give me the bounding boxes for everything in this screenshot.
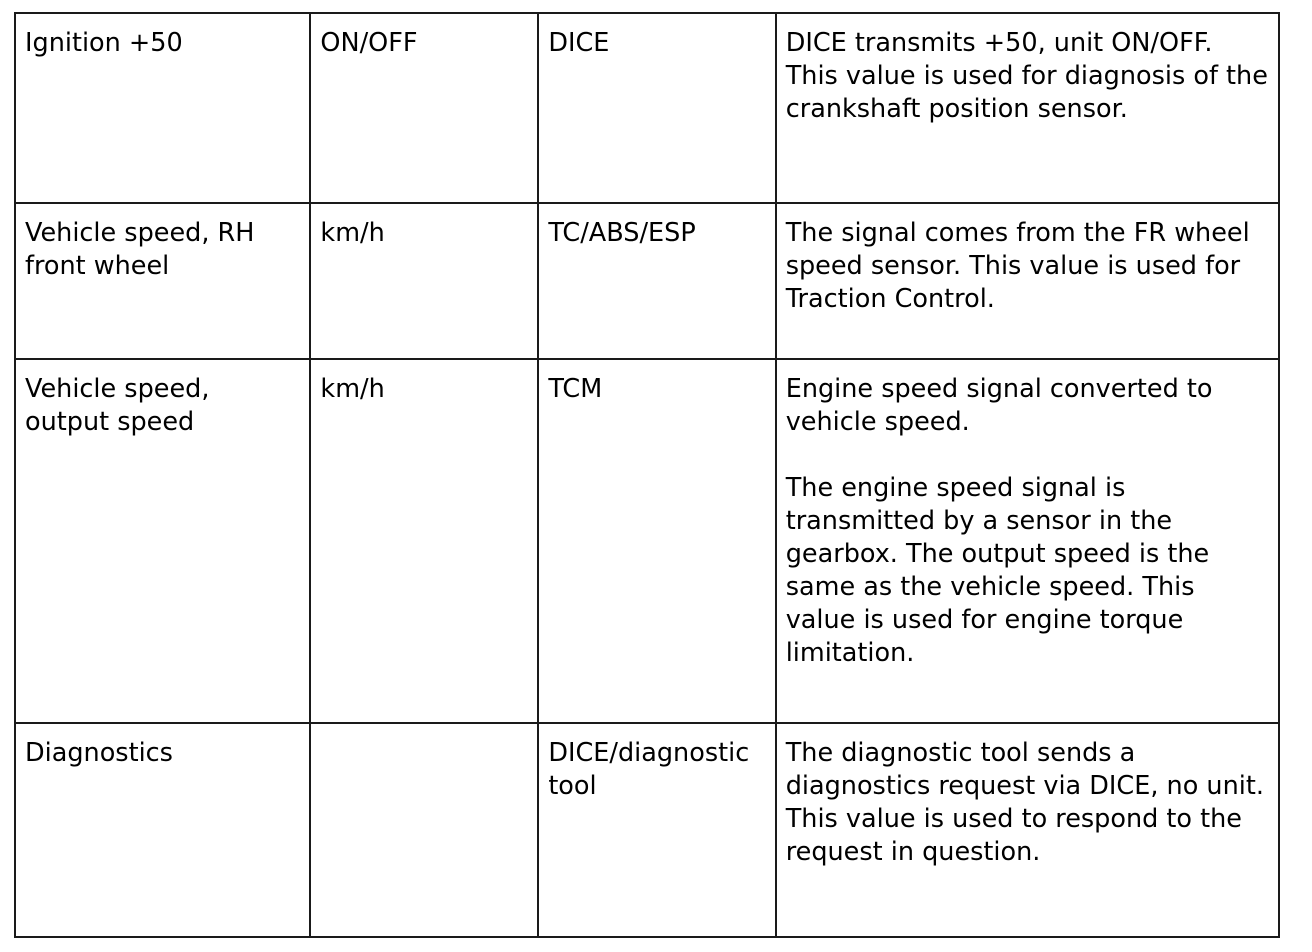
source-cell: DICE/diagnostic tool: [538, 723, 775, 937]
description-cell: [776, 13, 1279, 203]
unit-cell: [310, 723, 538, 937]
table-row: [15, 723, 1279, 937]
unit-cell: ON/OFF: [310, 13, 538, 203]
unit-cell: km/h: [310, 203, 538, 359]
description-paragraph: Engine speed signal converted to vehicle speed.: [785, 374, 1213, 437]
source-cell: TC/ABS/ESP: [538, 203, 775, 359]
table-row: [15, 359, 1279, 723]
unit-cell: km/h: [310, 359, 538, 723]
source-cell: TCM: [538, 359, 775, 723]
description-paragraph: The signal comes from the FR wheel speed sensor. This value is used for Traction Control.: [785, 218, 1250, 314]
description-paragraph: The engine speed signal is transmitted by a sensor in the gearbox. The output speed is the same as the vehicle speed. This value is used for engine torque limitation.: [785, 473, 1210, 668]
signal-name-cell: Diagnostics: [15, 723, 310, 937]
signal-name-cell: Ignition +50: [15, 13, 310, 203]
description-cell: [776, 723, 1279, 937]
description-paragraph: DICE transmits +50, unit ON/OFF. This value is used for diagnosis of the crankshaft position sensor.: [785, 28, 1268, 124]
table-row: [15, 203, 1279, 359]
signal-name-cell: Vehicle speed, RH front wheel: [15, 203, 310, 359]
description-cell: [776, 203, 1279, 359]
signal-table: [14, 12, 1280, 938]
source-cell: DICE: [538, 13, 775, 203]
description-paragraph: The diagnostic tool sends a diagnostics request via DICE, no unit. This value is used to respond to the request in question.: [785, 738, 1264, 867]
description-cell: [776, 359, 1279, 723]
signal-name-cell: Vehicle speed, output speed: [15, 359, 310, 723]
table-row: [15, 13, 1279, 203]
